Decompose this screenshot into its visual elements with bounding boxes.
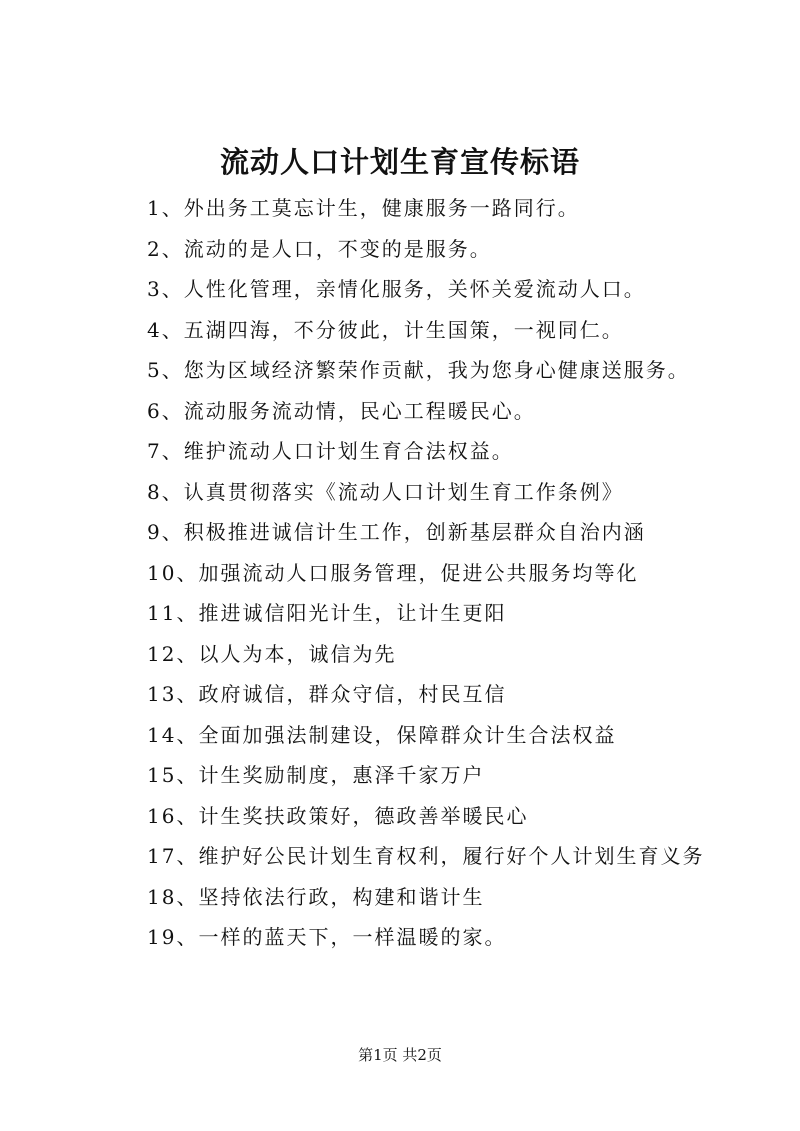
slogan-item-12: 12、以人为本，诚信为先 [147, 641, 397, 666]
slogan-item-13: 13、政府诚信，群众守信，村民互信 [147, 682, 507, 706]
slogan-item-9: 9、积极推进诚信计生工作，创新基层群众自治内涵 [147, 520, 646, 544]
slogan-item-11: 11、推进诚信阳光计生，让计生更阳 [147, 601, 507, 625]
slogan-item-2: 2、流动的是人口，不变的是服务。 [147, 236, 492, 261]
document-title: 流动人口计划生育宣传标语 [219, 145, 580, 179]
slogan-item-1: 1、外出务工莫忘计生，健康服务一路同行。 [147, 196, 580, 220]
slogan-item-17: 17、维护好公民计划生育权利，履行好个人计划生育义务 [147, 844, 705, 868]
slogan-item-7: 7、维护流动人口计划生育合法权益。 [147, 439, 514, 463]
slogan-list [147, 188, 704, 958]
slogan-item-6: 6、流动服务流动情，民心工程暖民心。 [147, 398, 536, 423]
slogan-item-8: 8、认真贯彻落实《流动人口计划生育工作条例》 [147, 479, 624, 504]
slogan-item-4: 4、五湖四海，不分彼此，计生国策，一视同仁。 [147, 317, 624, 342]
slogan-item-19: 19、一样的蓝天下，一样温暖的家。 [147, 925, 507, 949]
slogan-item-16: 16、计生奖扶政策好，德政善举暖民心 [147, 803, 529, 828]
slogan-item-3: 3、人性化管理，亲情化服务，关怀关爱流动人口。 [147, 277, 646, 301]
slogan-item-15: 15、计生奖励制度，惠泽千家万户 [147, 763, 485, 787]
slogan-item-5: 5、您为区域经济繁荣作贡献，我为您身心健康送服务。 [147, 358, 690, 382]
slogan-item-10: 10、加强流动人口服务管理，促进公共服务均等化 [147, 560, 639, 585]
slogan-item-14: 14、全面加强法制建设，保障群众计生合法权益 [147, 722, 617, 747]
slogan-item-18: 18、坚持依法行政，构建和谐计生 [147, 884, 485, 909]
page-number-footer: 第1页 共2页 [358, 1046, 442, 1064]
